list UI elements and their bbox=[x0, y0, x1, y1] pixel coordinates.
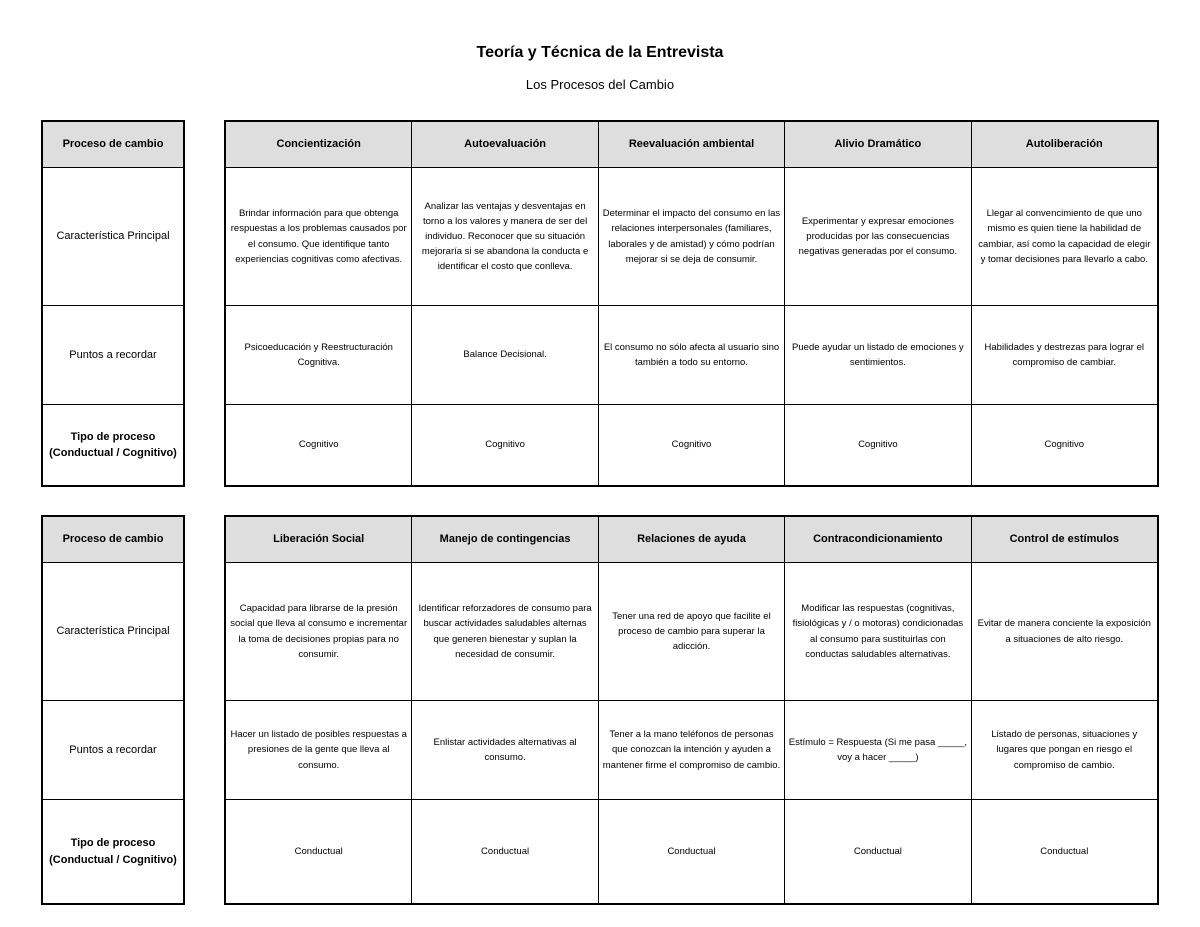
caracteristica-cell: Brindar información para que obtenga respuestas a los problemas causados por el consumo. Que identifique tanto experiencias cognitivas como afectivas. bbox=[226, 168, 412, 306]
tipo-cell: Conductual bbox=[412, 800, 598, 904]
puntos-cell: Enlistar actividades alternativas al consumo. bbox=[412, 701, 598, 800]
tipo-cell: Conductual bbox=[226, 800, 412, 904]
row-labels-table-1 bbox=[42, 121, 184, 486]
puntos-cell: Puede ayudar un listado de emociones y sentimientos. bbox=[785, 306, 971, 405]
puntos-cell: Tener a la mano teléfonos de personas que conozcan la intención y ayuden a mantener firme el compromiso de cambio. bbox=[598, 701, 784, 800]
processes-table-1 bbox=[225, 121, 1158, 486]
puntos-cell: Habilidades y destrezas para lograr el compromiso de cambiar. bbox=[971, 306, 1157, 405]
header-cell: Contracondicionamiento bbox=[785, 517, 971, 563]
tipo-cell: Conductual bbox=[598, 800, 784, 904]
label-proceso-de-cambio: Proceso de cambio bbox=[43, 517, 184, 563]
caracteristica-cell: Determinar el impacto del consumo en las relaciones interpersonales (familiares, laborales y de amistad) y cómo podrían mejorar si se deja de consumir. bbox=[598, 168, 784, 306]
puntos-cell: Hacer un listado de posibles respuestas a presiones de la gente que lleva al consumo. bbox=[226, 701, 412, 800]
caracteristica-cell: Evitar de manera conciente la exposición a situaciones de alto riesgo. bbox=[971, 563, 1157, 701]
tipo-cell: Cognitivo bbox=[785, 405, 971, 486]
caracteristica-cell: Identificar reforzadores de consumo para buscar actividades saludables alternas que generen bienestar y suplan la necesidad de consumir. bbox=[412, 563, 598, 701]
label-proceso-de-cambio: Proceso de cambio bbox=[43, 122, 184, 168]
row-labels-table-2 bbox=[42, 516, 184, 904]
tipo-cell: Cognitivo bbox=[226, 405, 412, 486]
label-tipo-de-proceso: Tipo de proceso (Conductual / Cognitivo) bbox=[43, 405, 184, 486]
header-cell: Autoliberación bbox=[971, 122, 1157, 168]
header-cell: Concientización bbox=[226, 122, 412, 168]
caracteristica-cell: Analizar las ventajas y desventajas en torno a los valores y manera de ser del individuo. Reconocer que su situación mejoraría si se abandona la conducta e identificar el costo que conlleva. bbox=[412, 168, 598, 306]
header-cell: Autoevaluación bbox=[412, 122, 598, 168]
header-cell: Control de estímulos bbox=[971, 517, 1157, 563]
header-cell: Relaciones de ayuda bbox=[598, 517, 784, 563]
caracteristica-cell: Capacidad para librarse de la presión social que lleva al consumo e incrementar la toma de decisiones propias para no consumir. bbox=[226, 563, 412, 701]
label-caracteristica-principal: Característica Principal bbox=[43, 563, 184, 701]
caracteristica-cell: Experimentar y expresar emociones producidas por las consecuencias negativas generadas por el consumo. bbox=[785, 168, 971, 306]
caracteristica-cell: Tener una red de apoyo que facilite el proceso de cambio para superar la adicción. bbox=[598, 563, 784, 701]
caracteristica-cell: Llegar al convencimiento de que uno mismo es quien tiene la habilidad de cambiar, así como la capacidad de elegir y tomar decisiones para llevarlo a cabo. bbox=[971, 168, 1157, 306]
tipo-cell: Conductual bbox=[971, 800, 1157, 904]
header-cell: Alivio Dramático bbox=[785, 122, 971, 168]
processes-table-2 bbox=[225, 516, 1158, 904]
puntos-cell: Balance Decisional. bbox=[412, 306, 598, 405]
puntos-cell: Listado de personas, situaciones y lugares que pongan en riesgo el compromiso de cambio. bbox=[971, 701, 1157, 800]
label-tipo-de-proceso: Tipo de proceso (Conductual / Cognitivo) bbox=[43, 800, 184, 904]
label-puntos-a-recordar: Puntos a recordar bbox=[43, 701, 184, 800]
tipo-cell: Cognitivo bbox=[412, 405, 598, 486]
tipo-cell: Cognitivo bbox=[971, 405, 1157, 486]
header-cell: Liberación Social bbox=[226, 517, 412, 563]
tipo-cell: Cognitivo bbox=[598, 405, 784, 486]
document-title: Teoría y Técnica de la Entrevista bbox=[476, 44, 724, 61]
tipo-cell: Conductual bbox=[785, 800, 971, 904]
caracteristica-cell: Modificar las respuestas (cognitivas, fisiológicas y / o motoras) condicionadas al consumo para sustituirlas con conductas saludables alternativas. bbox=[785, 563, 971, 701]
header-cell: Manejo de contingencias bbox=[412, 517, 598, 563]
puntos-cell: El consumo no sólo afecta al usuario sino también a todo su entorno. bbox=[598, 306, 784, 405]
label-caracteristica-principal: Característica Principal bbox=[43, 168, 184, 306]
puntos-cell: Estímulo = Respuesta (Si me pasa _____, voy a hacer _____) bbox=[785, 701, 971, 800]
label-puntos-a-recordar: Puntos a recordar bbox=[43, 306, 184, 405]
puntos-cell: Psicoeducación y Reestructuración Cognitiva. bbox=[226, 306, 412, 405]
header-cell: Reevaluación ambiental bbox=[598, 122, 784, 168]
document-subtitle: Los Procesos del Cambio bbox=[525, 77, 675, 92]
